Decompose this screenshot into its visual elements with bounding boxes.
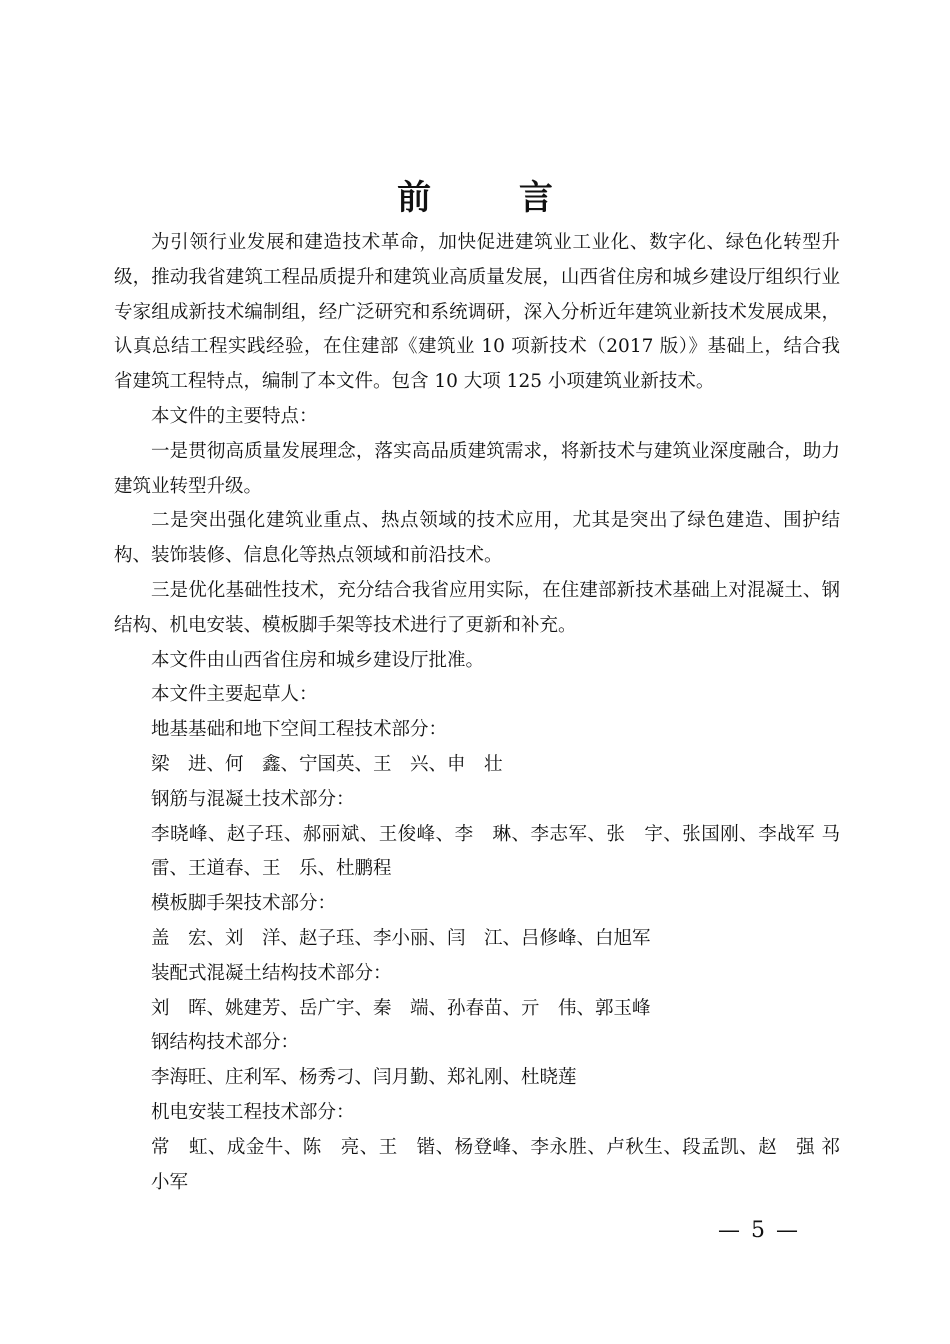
preface-body xyxy=(114,226,859,1200)
section-heading-foundation: 地基基础和地下空间工程技术部分： xyxy=(151,719,448,741)
features-intro: 本文件的主要特点： xyxy=(151,405,318,427)
section-heading-steel: 钢结构技术部分： xyxy=(151,1032,300,1054)
section-heading-concrete: 钢筋与混凝土技术部分： xyxy=(151,788,355,810)
section-names-concrete: 李晓峰、赵子珏、郝丽斌、王俊峰、李 琳、李志军、张 宇、张国刚、李战军 马 雷、王道春、王 乐、杜鹏程 xyxy=(151,823,859,880)
section-heading-mep: 机电安装工程技术部分： xyxy=(151,1101,355,1123)
section-names-formwork: 盖 宏、刘 洋、赵子珏、李小丽、闫 江、吕修峰、白旭军 xyxy=(151,927,651,949)
section-names-prefab: 刘 晖、姚建芳、岳广宇、秦 端、孙春苗、亓 伟、郭玉峰 xyxy=(151,997,651,1019)
page-title: 前 言 xyxy=(397,177,591,218)
intro-paragraph: 为引领行业发展和建造技术革命，加快促进建筑业工业化、数字化、绿色化转型升级，推动我省建筑工程品质提升和建筑业高质量发展，山西省住房和城乡建设厅组织行业专家组成新技术编制组，经广泛研究和系统调研，深入分析近年建筑业新技术发展成果，认真总结工程实践经验，在住建部《建筑业 10 项新技术（2017 版）》基础上，结合我省建筑工程特点，编制了本文件。包含 10 大项 125 小项建筑业新技术。 xyxy=(114,232,840,393)
section-heading-formwork: 模板脚手架技术部分： xyxy=(151,893,337,915)
feature-three: 三是优化基础性技术，充分结合我省应用实际，在住建部新技术基础上对混凝土、钢结构、机电安装、模板脚手架等技术进行了更新和补充。 xyxy=(114,579,840,636)
feature-two: 二是突出强化建筑业重点、热点领域的技术应用，尤其是突出了绿色建造、围护结构、装饰装修、信息化等热点领域和前沿技术。 xyxy=(114,510,840,567)
drafters-intro: 本文件主要起草人： xyxy=(151,684,318,706)
section-names-mep: 常 虹、成金牛、陈 亮、王 锴、杨登峰、李永胜、卢秋生、段孟凯、赵 强 祁小军 xyxy=(151,1136,840,1193)
approval-statement: 本文件由山西省住房和城乡建设厅批准。 xyxy=(151,649,485,671)
section-heading-prefab: 装配式混凝土结构技术部分： xyxy=(151,962,392,984)
section-names-steel: 李海旺、庄利军、杨秀刁、闫月勤、郑礼刚、杜晓莲 xyxy=(151,1067,577,1089)
page-number: — 5 — xyxy=(718,1218,800,1243)
feature-one: 一是贯彻高质量发展理念，落实高品质建筑需求，将新技术与建筑业深度融合，助力建筑业转型升级。 xyxy=(114,440,840,497)
section-names-foundation: 梁 进、何 鑫、宁国英、王 兴、申 壮 xyxy=(151,753,503,775)
